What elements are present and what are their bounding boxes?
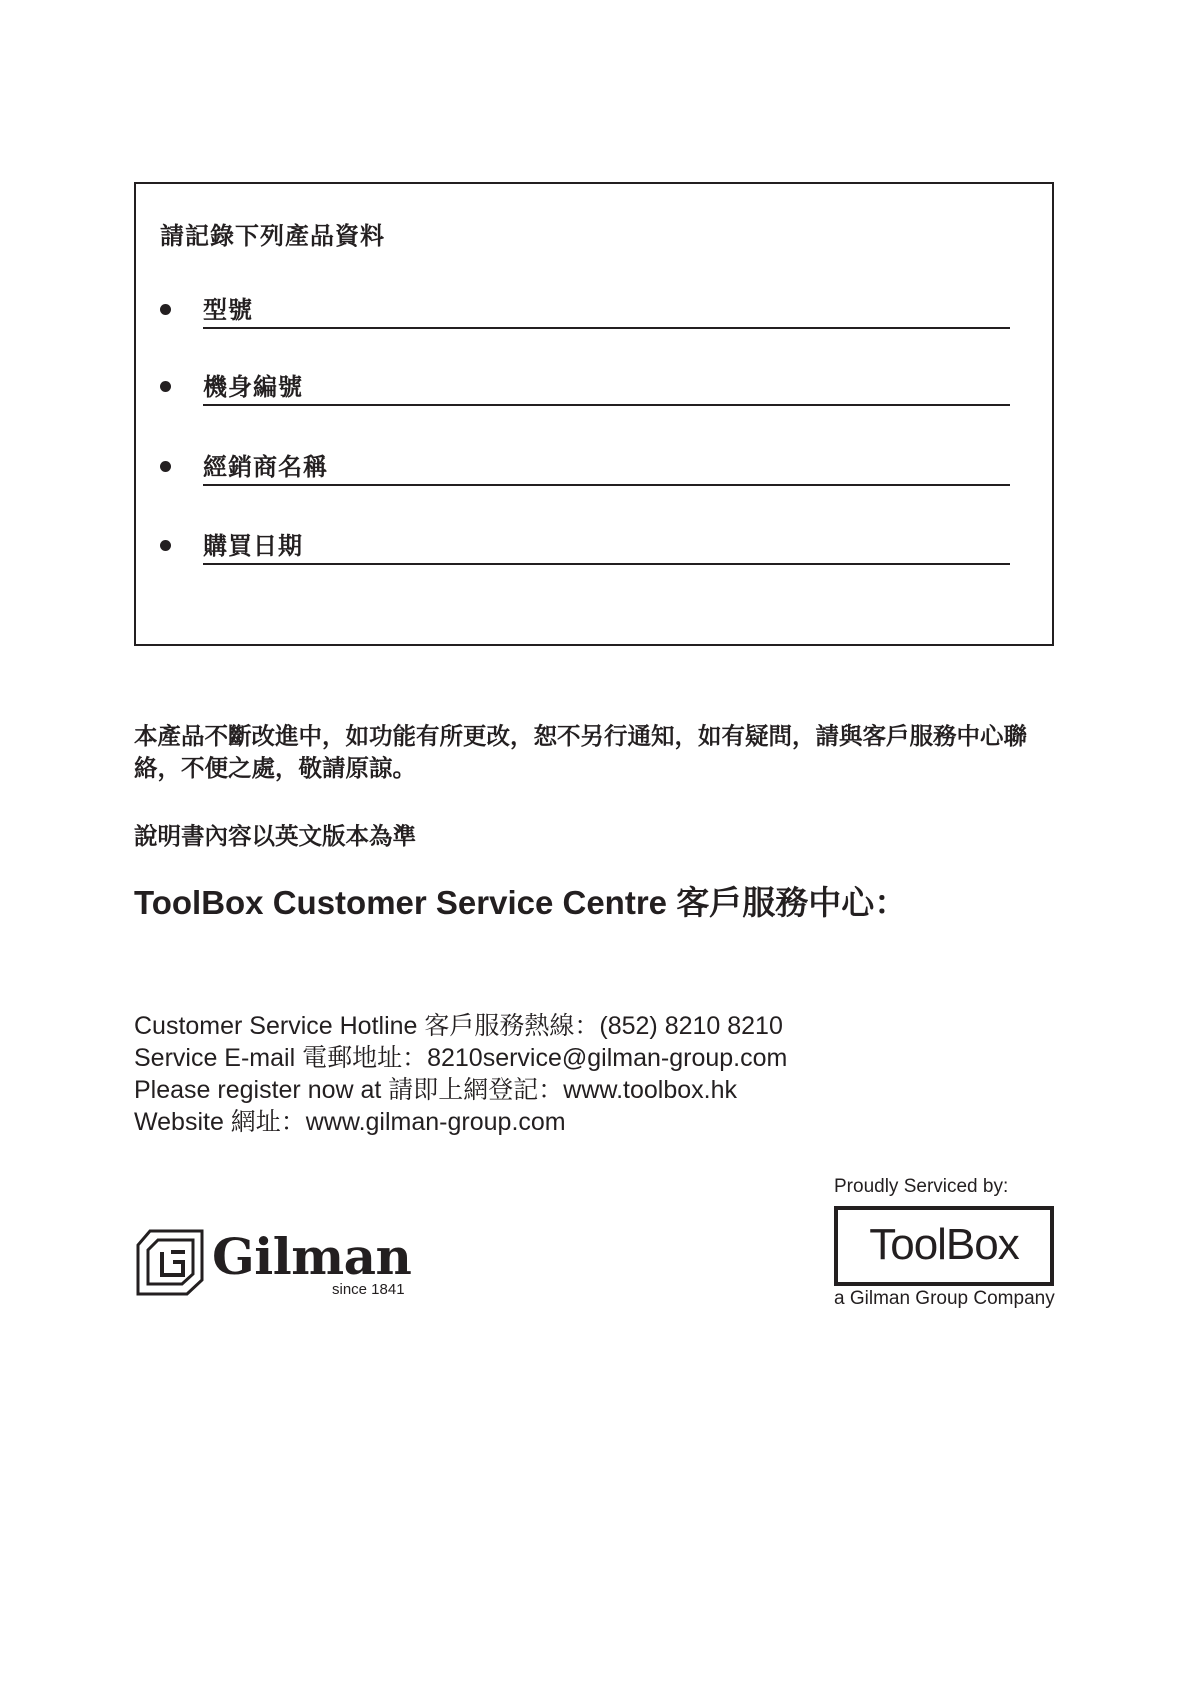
toolbox-logo: ToolBox bbox=[834, 1206, 1054, 1286]
bullet-icon bbox=[160, 304, 171, 315]
register-line: Please register now at 請即上網登記：www.toolbox.hk bbox=[134, 1076, 737, 1104]
gilman-logo bbox=[136, 1228, 416, 1298]
field-write-line bbox=[203, 327, 1010, 329]
email-line: Service E-mail 電郵地址：8210service@gilman-group.com bbox=[134, 1044, 788, 1072]
product-record-box bbox=[134, 182, 1054, 646]
gilman-box-mark-icon bbox=[136, 1228, 204, 1296]
field-write-line bbox=[203, 404, 1010, 406]
service-centre-title: ToolBox Customer Service Centre 客戶服務中心： bbox=[134, 884, 908, 921]
gilman-wordmark: Gilman bbox=[212, 1227, 412, 1286]
contact-list bbox=[134, 1010, 787, 1138]
group-company-tagline: a Gilman Group Company bbox=[834, 1288, 1055, 1309]
bullet-icon bbox=[160, 540, 171, 551]
dealer-name-field bbox=[160, 445, 1010, 485]
field-label: 購買日期 bbox=[203, 532, 303, 560]
manual-language-note: 說明書內容以英文版本為準 bbox=[134, 822, 416, 850]
field-label: 機身編號 bbox=[203, 373, 303, 401]
field-label: 型號 bbox=[203, 296, 253, 324]
gilman-since-text: since 1841 bbox=[332, 1281, 405, 1298]
model-number-field bbox=[160, 288, 1010, 328]
website-line: Website 網址：www.gilman-group.com bbox=[134, 1108, 566, 1136]
bullet-icon bbox=[160, 461, 171, 472]
record-heading: 請記錄下列產品資料 bbox=[160, 222, 385, 250]
purchase-date-field bbox=[160, 524, 1010, 564]
field-write-line bbox=[203, 563, 1010, 565]
product-change-notice: 本產品不斷改進中，如功能有所更改，恕不另行通知，如有疑問，請與客戶服務中心聯絡，不便之處，敬請原諒。 bbox=[134, 722, 1027, 782]
serial-number-field bbox=[160, 365, 1010, 405]
hotline-line: Customer Service Hotline 客戶服務熱線：(852) 8210 8210 bbox=[134, 1012, 783, 1040]
bullet-icon bbox=[160, 381, 171, 392]
field-label: 經銷商名稱 bbox=[203, 453, 328, 481]
serviced-by-label: Proudly Serviced by: bbox=[834, 1176, 1009, 1197]
field-write-line bbox=[203, 484, 1010, 486]
